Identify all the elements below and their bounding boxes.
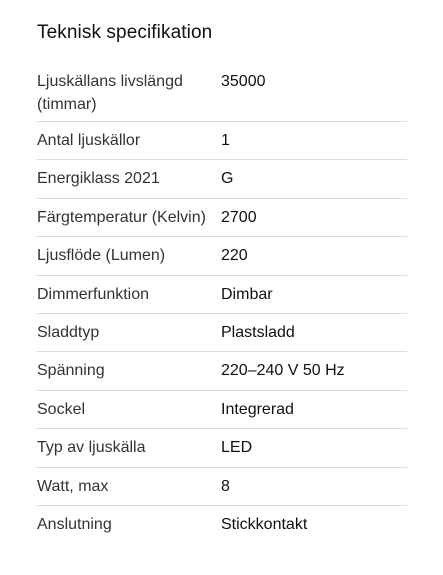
section-title: Teknisk specifikation — [37, 22, 213, 43]
spec-row-light-source-count — [37, 122, 407, 160]
technical-specification-section — [37, 0, 407, 544]
spec-value: 1 — [221, 132, 230, 149]
spec-label: Färgtemperatur (Kelvin) — [37, 208, 206, 226]
spec-label: Sockel — [37, 400, 86, 418]
spec-label: Energiklass 2021 — [37, 170, 160, 188]
spec-value: 8 — [221, 477, 230, 495]
spec-label: Antal ljuskällor — [37, 132, 141, 149]
spec-row-cord-type — [37, 314, 407, 352]
spec-value: Stickkontakt — [221, 515, 308, 533]
spec-row-dimmer — [37, 276, 407, 314]
spec-value: Integrerad — [221, 400, 294, 418]
spec-value: Dimbar — [221, 285, 273, 303]
spec-value: G — [221, 170, 234, 188]
spec-row-luminous-flux — [37, 237, 407, 275]
spec-value: 220 — [221, 247, 248, 265]
spec-value: 220–240 V 50 Hz — [221, 362, 345, 380]
spec-value: LED — [221, 439, 253, 457]
spec-label: Watt, max — [37, 477, 109, 495]
spec-label: Sladdtyp — [37, 323, 100, 341]
spec-row-light-source-type — [37, 429, 407, 467]
spec-row-connection — [37, 506, 407, 544]
spec-row-energy-class — [37, 160, 407, 198]
spec-row-socket — [37, 391, 407, 429]
spec-row-lifetime — [37, 63, 407, 122]
spec-value: 2700 — [221, 208, 257, 226]
specification-table — [37, 63, 407, 544]
spec-row-color-temperature — [37, 199, 407, 237]
spec-value: Plastsladd — [221, 323, 295, 341]
spec-label: Dimmerfunktion — [37, 285, 150, 303]
spec-label: Ljusflöde (Lumen) — [37, 247, 166, 265]
spec-value: 35000 — [221, 73, 266, 90]
spec-label: Typ av ljuskälla — [37, 439, 146, 457]
spec-label: Anslutning — [37, 515, 112, 533]
spec-label: Ljuskällans livslängd (timmar) — [37, 73, 183, 113]
spec-row-max-watt — [37, 468, 407, 506]
spec-row-voltage — [37, 352, 407, 390]
spec-label: Spänning — [37, 362, 105, 380]
